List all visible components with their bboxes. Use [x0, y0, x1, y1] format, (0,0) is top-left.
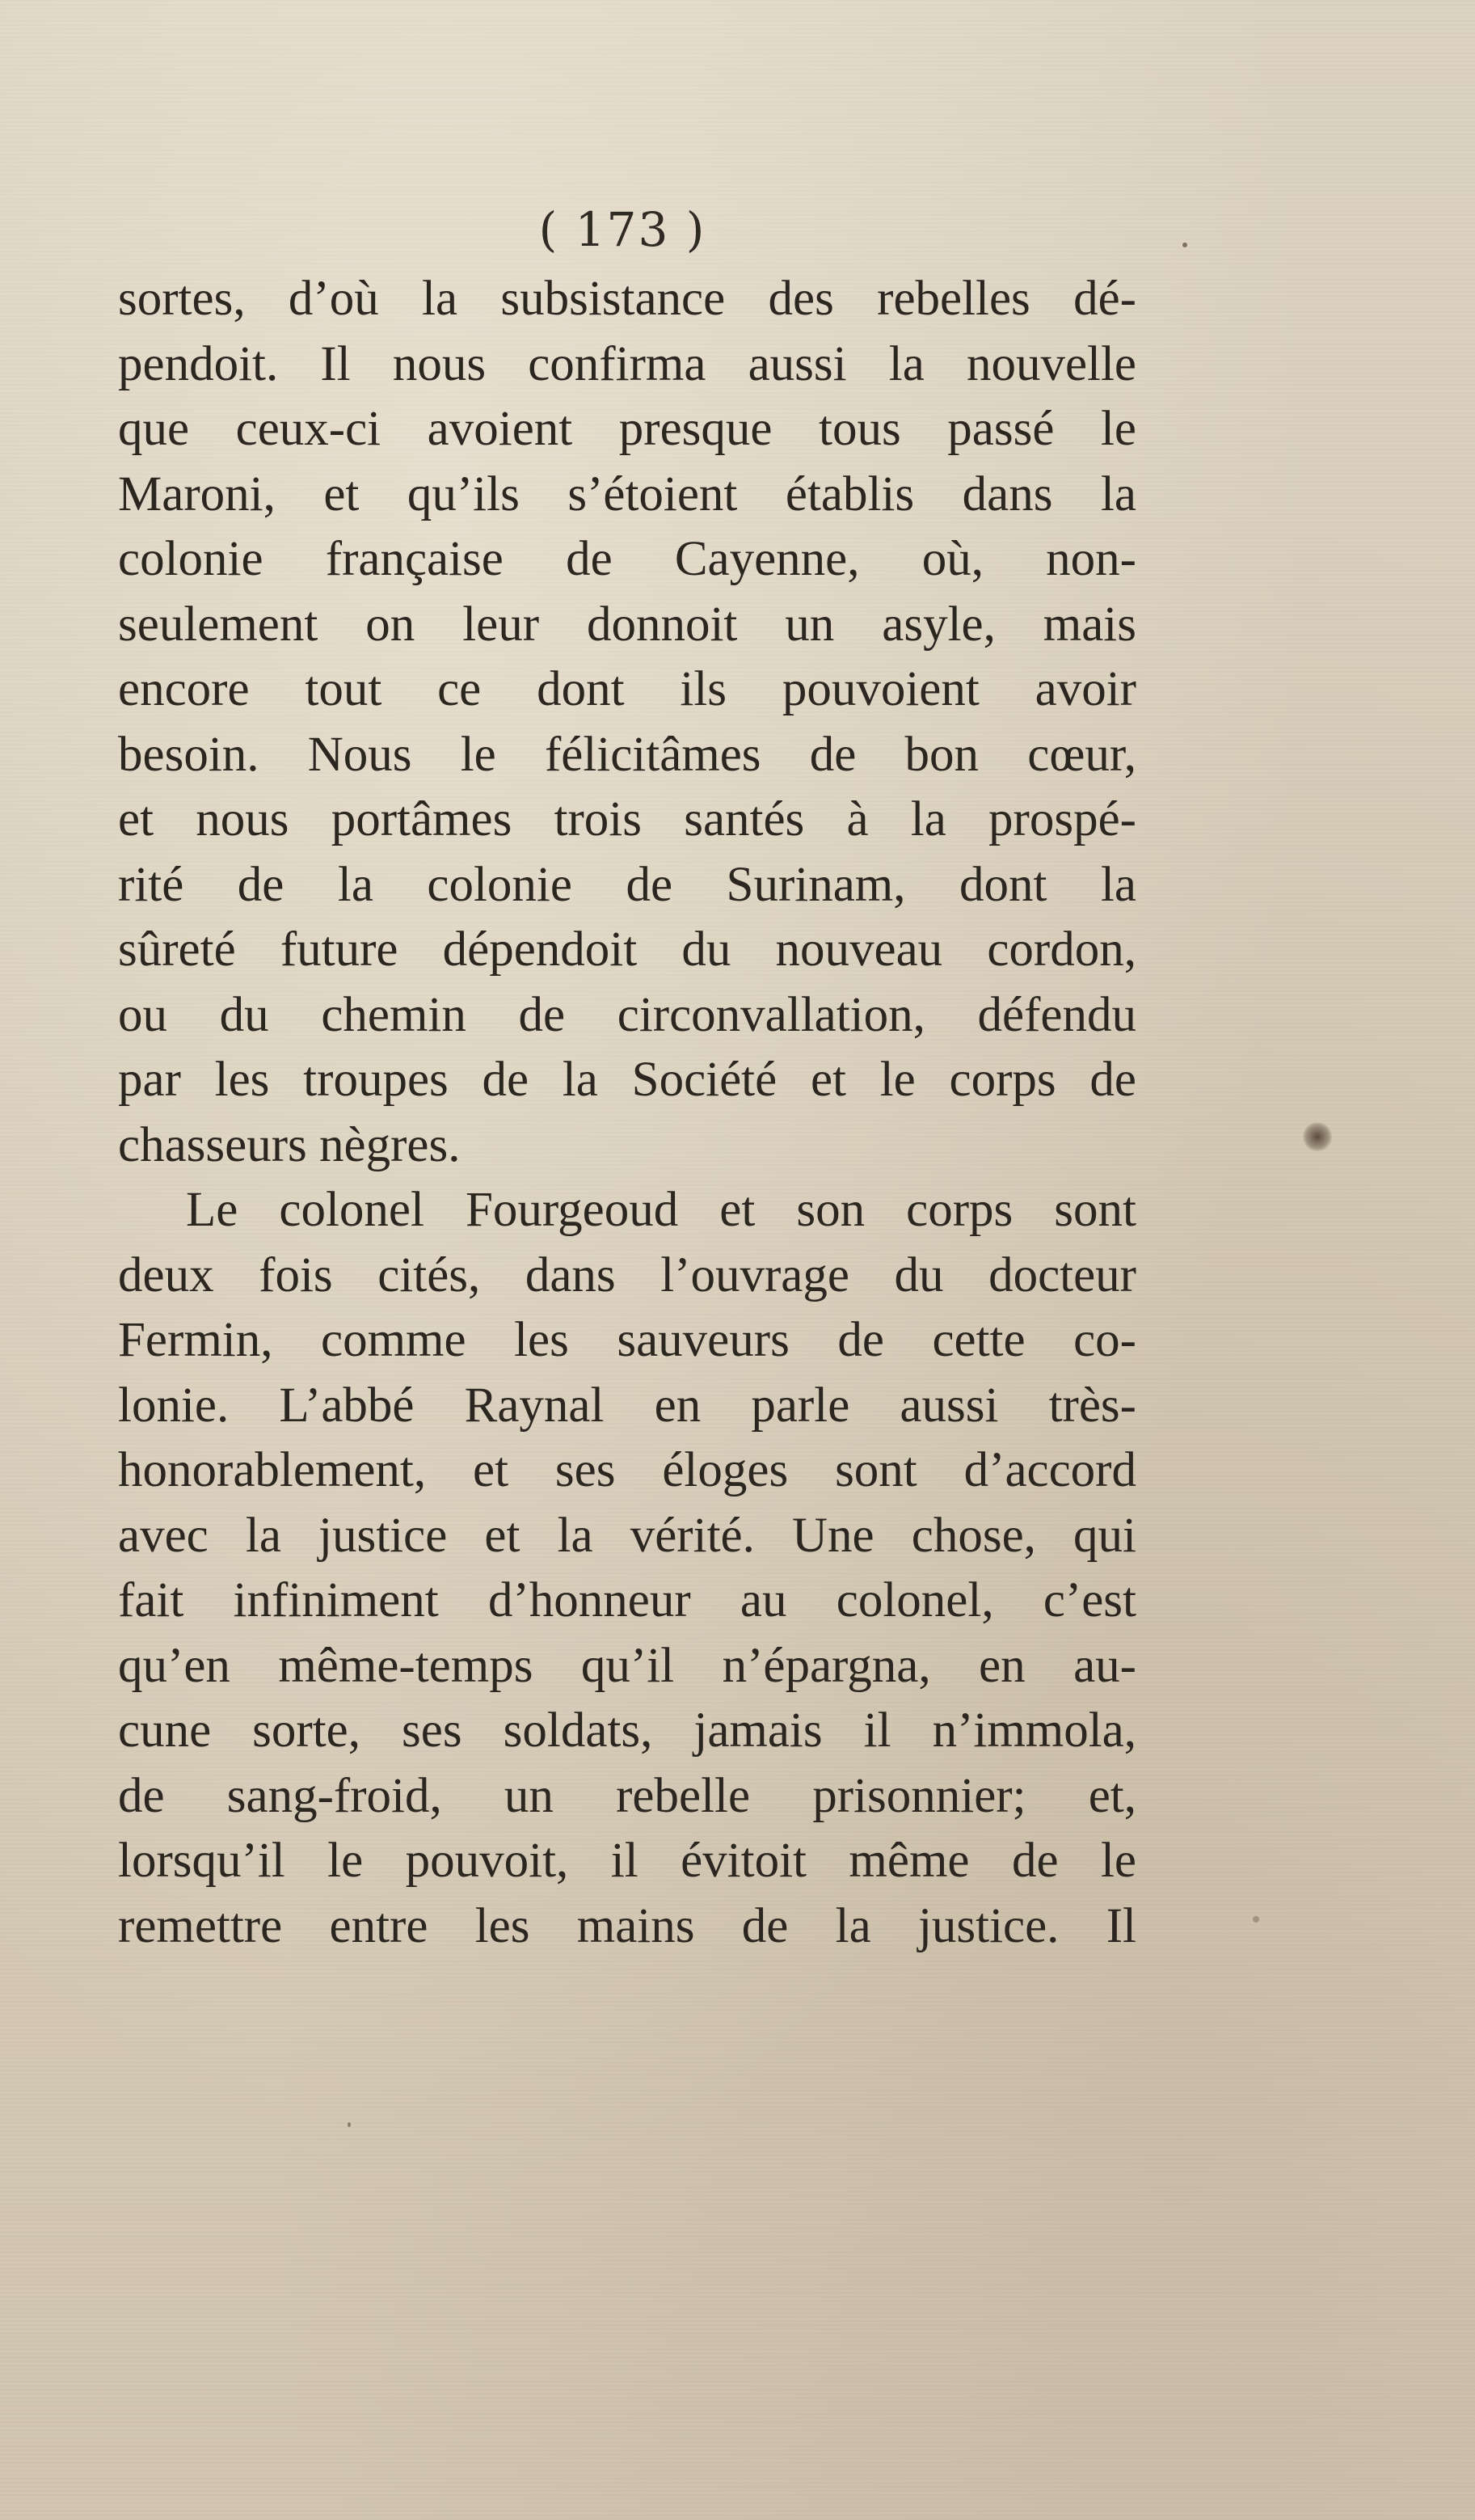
text-line: qu’en même-temps qu’il n’épargna, en au-	[118, 1638, 1136, 1693]
paragraph-start-line: Le colonel Fourgeoud et son corps sont	[186, 1183, 1136, 1237]
text-line: et nous portâmes trois santés à la prospé-	[118, 792, 1136, 846]
text-line: fait infiniment d’honneur au colonel, c’est	[118, 1573, 1136, 1627]
text-line: cune sorte, ses soldats, jamais il n’immola,	[118, 1703, 1136, 1758]
paragraph-end-line: chasseurs nègres.	[118, 1117, 461, 1172]
text-line: deux fois cités, dans l’ouvrage du docteur	[118, 1247, 1136, 1302]
text-line: lorsqu’il le pouvoit, il évitoit même de le	[118, 1834, 1136, 1888]
text-line: remettre entre les mains de la justice. Il	[118, 1898, 1136, 1953]
text-line: encore tout ce dont ils pouvoient avoir	[118, 662, 1136, 716]
text-line: rité de la colonie de Surinam, dont la	[118, 857, 1136, 912]
paper-speck	[1182, 243, 1187, 247]
text-line: avec la justice et la vérité. Une chose, qui	[118, 1508, 1136, 1563]
paper-speck	[1253, 1916, 1259, 1923]
text-line: pendoit. Il nous confirma aussi la nouvelle	[118, 336, 1136, 391]
text-line: besoin. Nous le félicitâmes de bon cœur,	[118, 727, 1136, 782]
text-line: que ceux-ci avoient presque tous passé le	[118, 402, 1136, 456]
paper-speck	[348, 2122, 351, 2127]
text-line: sortes, d’où la subsistance des rebelles dé-	[118, 272, 1136, 326]
text-line: lonie. L’abbé Raynal en parle aussi très-	[118, 1378, 1136, 1433]
text-line: ou du chemin de circonvallation, défendu	[118, 987, 1136, 1042]
page-number: ( 173 )	[538, 202, 706, 257]
text-line: colonie française de Cayenne, où, non-	[118, 532, 1136, 586]
text-line: Fermin, comme les sauveurs de cette co-	[118, 1313, 1136, 1367]
text-line: de sang-froid, un rebelle prisonnier; et,	[118, 1768, 1136, 1823]
text-line: Maroni, et qu’ils s’étoient établis dans la	[118, 466, 1136, 521]
text-line: honorablement, et ses éloges sont d’accord	[118, 1443, 1136, 1497]
text-line: seulement on leur donnoit un asyle, mais	[118, 597, 1136, 652]
text-line: sûreté future dépendoit du nouveau cordon,	[118, 922, 1136, 977]
ink-stain	[1303, 1122, 1332, 1151]
body-text	[118, 267, 1136, 1959]
text-line: par les troupes de la Société et le corps de	[118, 1053, 1136, 1107]
